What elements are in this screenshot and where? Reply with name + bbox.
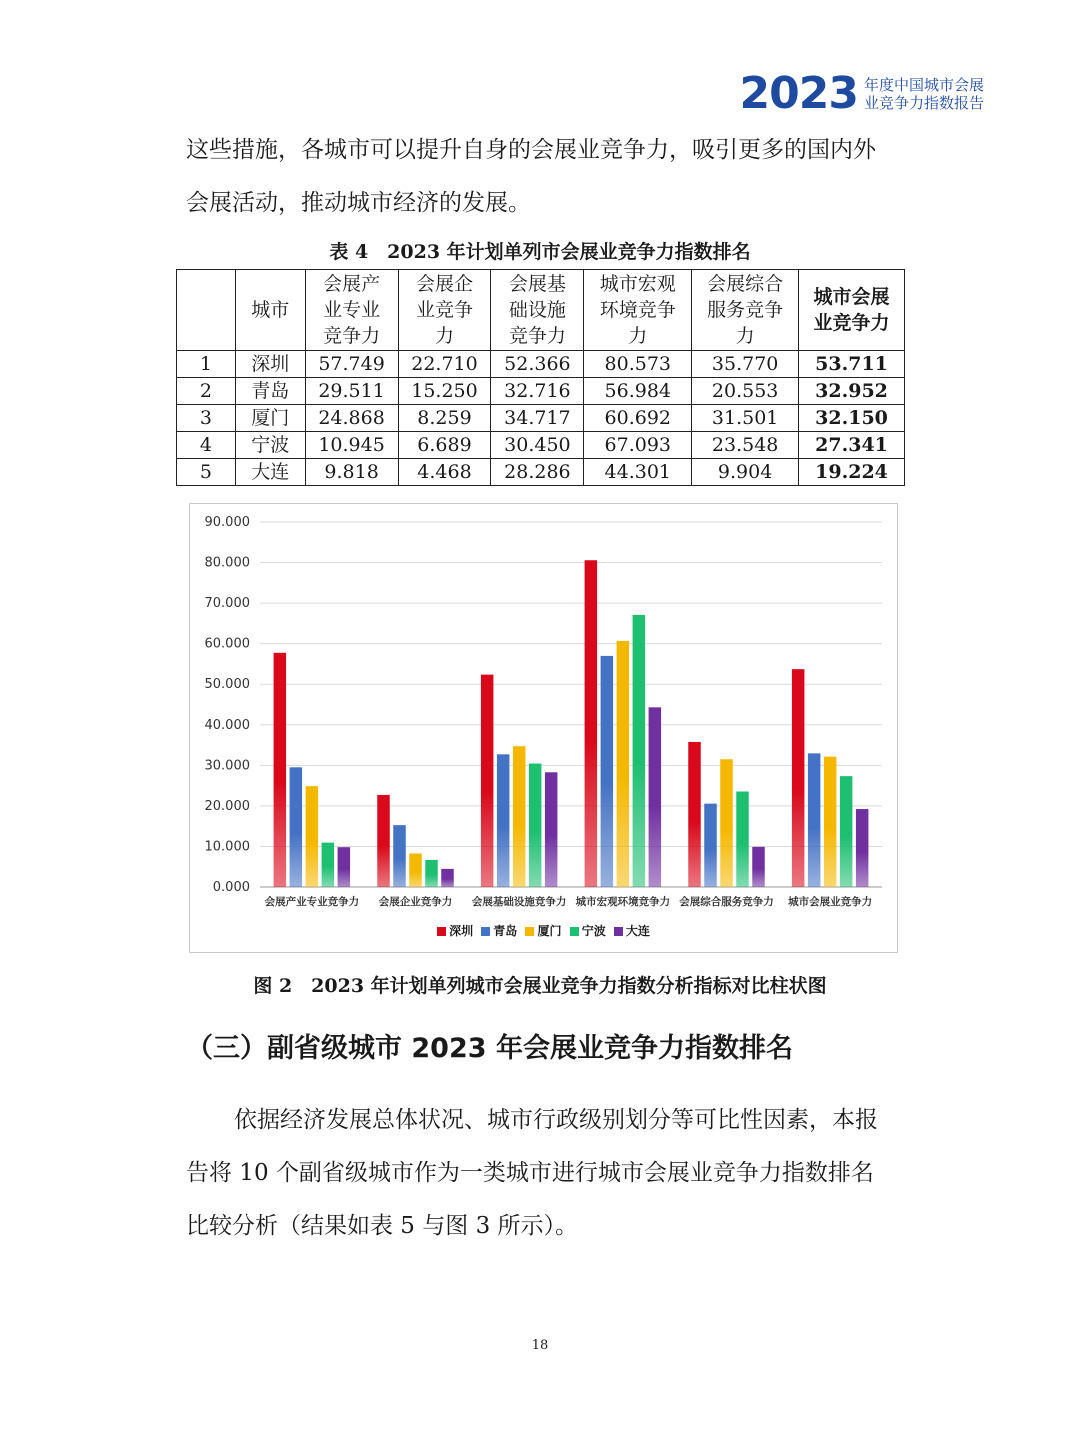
legend-item [525, 922, 561, 939]
cell: 31.501 [692, 405, 799, 432]
legend-swatch [525, 927, 534, 936]
cell: 32.150 [799, 405, 905, 432]
bar [649, 707, 662, 887]
header-cell: 会展企业竞争力 [398, 270, 491, 351]
cell: 厦门 [235, 405, 305, 432]
cell: 10.945 [305, 432, 398, 459]
bar [688, 742, 701, 887]
cell: 52.366 [491, 351, 584, 378]
bar [290, 767, 303, 887]
cell: 15.250 [398, 378, 491, 405]
cell: 80.573 [584, 351, 692, 378]
legend-item [614, 922, 650, 939]
bar [441, 869, 454, 887]
cell: 4.468 [398, 459, 491, 486]
paragraph-body: 依据经济发展总体状况、城市行政级别划分等可比性因素，本报告将 10 个副省级城市作为一类城市进行城市会展业竞争力指数排名比较分析（结果如表 5 与图 3 所示）。 [186, 1107, 878, 1239]
cell: 23.548 [692, 432, 799, 459]
bar [513, 746, 526, 887]
y-tick-label: 50.000 [204, 677, 250, 693]
x-tick-label: 会展产业专业竞争力 [264, 896, 360, 908]
cell: 60.692 [584, 405, 692, 432]
cell: 28.286 [491, 459, 584, 486]
cell: 27.341 [799, 432, 905, 459]
figure-caption: 图 2 2023 年计划单列城市会展业竞争力指数分析指标对比柱状图 [253, 975, 827, 997]
section-title: （三）副省级城市 2023 年会展业竞争力指数排名 [186, 1033, 793, 1064]
bar [840, 776, 853, 887]
legend-label: 青岛 [493, 924, 518, 938]
legend-label: 大连 [625, 924, 650, 938]
bar [856, 809, 869, 887]
cell: 19.224 [799, 459, 905, 486]
legend-label: 深圳 [449, 924, 474, 938]
y-tick-label: 70.000 [204, 596, 250, 612]
cell: 6.689 [398, 432, 491, 459]
header-cell [177, 270, 236, 351]
bar [338, 847, 351, 887]
bar [704, 804, 717, 887]
cell: 1 [177, 351, 236, 378]
ranking-table [176, 269, 905, 486]
cell: 22.710 [398, 351, 491, 378]
bar [601, 656, 614, 887]
report-header [739, 68, 984, 119]
cell: 青岛 [235, 378, 305, 405]
chart-canvas [190, 504, 897, 952]
y-tick-label: 10.000 [204, 839, 250, 855]
header-cell: 城市 [235, 270, 305, 351]
header-cell: 城市宏观环境竞争力 [584, 270, 692, 351]
bar [736, 791, 749, 887]
cell: 宁波 [235, 432, 305, 459]
bar [274, 653, 287, 887]
cell: 2 [177, 378, 236, 405]
x-tick-label: 城市宏观环境竞争力 [575, 896, 671, 908]
table-row [177, 405, 905, 432]
y-tick-label: 0.000 [212, 880, 250, 895]
cell: 67.093 [584, 432, 692, 459]
bar [585, 560, 598, 887]
x-tick-label: 城市会展业竞争力 [788, 896, 873, 908]
cell: 3 [177, 405, 236, 432]
cell: 20.553 [692, 378, 799, 405]
bar-chart [189, 503, 898, 953]
cell: 35.770 [692, 351, 799, 378]
bar [545, 772, 558, 887]
bar [792, 669, 805, 887]
cell: 32.716 [491, 378, 584, 405]
cell: 8.259 [398, 405, 491, 432]
cell: 53.711 [799, 351, 905, 378]
header-cell: 会展综合服务竞争力 [692, 270, 799, 351]
bar [497, 754, 510, 887]
legend-label: 宁波 [581, 924, 606, 938]
page-number: 18 [531, 1338, 549, 1353]
chart-legend [190, 922, 897, 939]
y-tick-label: 80.000 [204, 555, 250, 571]
table-header-row [177, 270, 905, 351]
legend-swatch [614, 927, 623, 936]
table-caption: 表 4 2023 年计划单列市会展业竞争力指数排名 [329, 241, 751, 263]
header-subtitle [864, 76, 984, 112]
table-row [177, 351, 905, 378]
cell: 44.301 [584, 459, 692, 486]
legend-item [481, 922, 517, 939]
y-tick-label: 90.000 [204, 515, 250, 530]
header-cell: 城市会展业竞争力 [799, 270, 905, 351]
bar [824, 757, 837, 887]
cell: 4 [177, 432, 236, 459]
y-tick-label: 30.000 [204, 758, 250, 774]
y-tick-label: 60.000 [204, 636, 250, 652]
bar [752, 847, 765, 887]
bar [808, 753, 821, 887]
table-row [177, 459, 905, 486]
x-tick-label: 会展基础设施竞争力 [471, 896, 567, 908]
header-cell: 会展基础设施竞争力 [491, 270, 584, 351]
bar [393, 825, 406, 887]
cell: 大连 [235, 459, 305, 486]
cell: 5 [177, 459, 236, 486]
cell: 56.984 [584, 378, 692, 405]
legend-swatch [570, 927, 579, 936]
bar [481, 675, 494, 887]
bar [306, 786, 319, 887]
cell: 32.952 [799, 378, 905, 405]
cell: 57.749 [305, 351, 398, 378]
bar [322, 843, 335, 887]
legend-item [437, 922, 473, 939]
bar [529, 764, 542, 887]
cell: 深圳 [235, 351, 305, 378]
table-row [177, 378, 905, 405]
cell: 30.450 [491, 432, 584, 459]
x-tick-label: 会展企业竞争力 [378, 896, 453, 908]
bar [377, 795, 390, 887]
legend-swatch [481, 927, 490, 936]
legend-item [570, 922, 606, 939]
cell: 29.511 [305, 378, 398, 405]
header-subtitle-line2: 业竞争力指数报告 [863, 94, 984, 112]
y-tick-label: 20.000 [204, 798, 250, 814]
header-year: 2023 [739, 68, 858, 119]
cell: 24.868 [305, 405, 398, 432]
bar [720, 759, 733, 887]
legend-label: 厦门 [537, 924, 562, 938]
y-tick-label: 40.000 [204, 717, 250, 733]
legend-swatch [437, 927, 446, 936]
cell: 34.717 [491, 405, 584, 432]
bar [617, 641, 630, 887]
header-cell: 会展产业专业竞争力 [305, 270, 398, 351]
header-subtitle-line1: 年度中国城市会展 [863, 76, 984, 94]
bar [409, 854, 422, 887]
paragraph-intro: 这些措施，各城市可以提升自身的会展业竞争力，吸引更多的国内外会展活动，推动城市经济的发展。 [186, 137, 876, 216]
cell: 9.818 [305, 459, 398, 486]
x-tick-label: 会展综合服务竞争力 [679, 896, 774, 908]
cell: 9.904 [692, 459, 799, 486]
bar [633, 615, 646, 887]
bar [425, 860, 438, 887]
table-row [177, 432, 905, 459]
